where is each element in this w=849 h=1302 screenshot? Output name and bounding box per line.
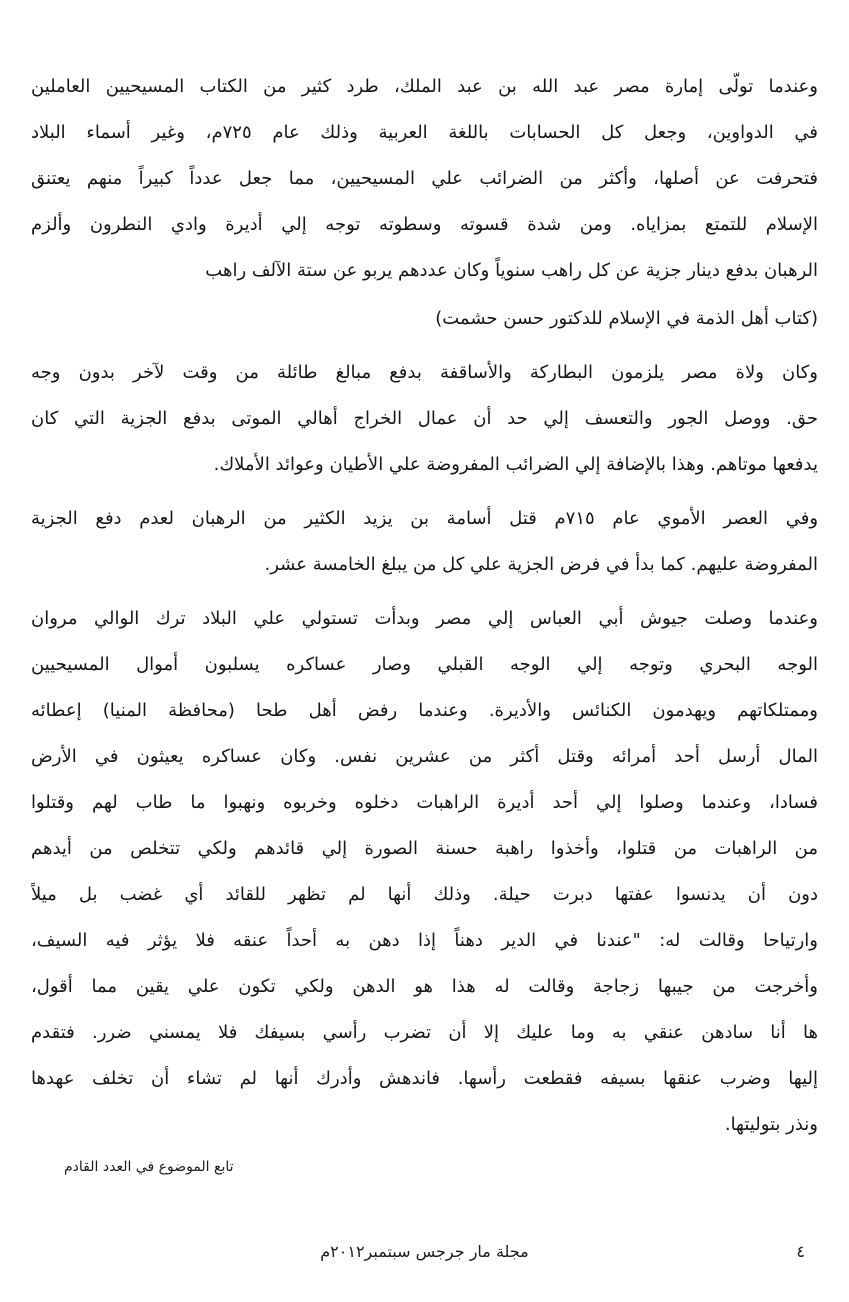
article-line: إليها وضرب عنقها بسيفه فقطعت رأسها. فاندهش وأدرك أنها لم تشاء أن تخلف عهدها [31, 1068, 818, 1089]
article-line: وارتياحا وقالت له: "عندنا في الدير دهناً إذا دهن به أحداً عنقه فلا يؤثر فيه السيف، [31, 930, 818, 951]
article-line: وأخرجت من جيبها زجاجة وقالت له هذا هو الدهن ولكي تكون علي يقين مما أقول، [31, 976, 818, 997]
article-line: وعندما تولّى إمارة مصر عبد الله بن عبد الملك، طرد كثير من الكتاب المسيحيين العاملين [31, 76, 818, 97]
article-line: يدفعها موتاهم. وهذا بالإضافة إلي الضرائب المفروضة علي الأطيان وعوائد الأملاك. [213, 454, 818, 475]
article-line: وفي العصر الأموي عام ٧١٥م قتل أسامة بن يزيد الكثير من الرهبان لعدم دفع الجزية [31, 508, 818, 529]
article-line: الإسلام للتمتع بمزاياه. ومن شدة قسوته وسطوته توجه إلي أديرة وادي النطرون وألزم [31, 214, 818, 235]
article-line: الرهبان بدفع دينار جزية عن كل راهب سنوياً وكان عددهم يربو عن ستة الآلف راهب [205, 260, 818, 281]
article-line: الوجه البحري وتوجه إلي الوجه القبلي وصار عساكره يسلبون أموال المسيحيين [31, 654, 818, 675]
article-line: من الراهبات من قتلوا، وأخذوا راهبة حسنة الصورة إلي قائدهم ولكي تتخلص من أيدهم [31, 838, 818, 859]
article-line: دون أن يدنسوا عفتها دبرت حيلة. وذلك أنها لم تظهر للقائد أي غضب بل ميلاً [31, 884, 818, 905]
page-number: ٤ [796, 1242, 805, 1261]
article-line: (كتاب أهل الذمة في الإسلام للدكتور حسن حشمت) [435, 308, 818, 329]
footer-magazine-title: مجلة مار جرجس سبتمبر٢٠١٢م [320, 1242, 529, 1261]
article-line: فسادا، وعندما وصلوا إلي أحد أديرة الراهبات دخلوه وخربوه ونهبوا ما طاب لهم وقتلوا [31, 792, 818, 813]
article-line: المال أرسل أحد أمرائه وقتل أكثر من عشرين نفس. وكان عساكره يعيثون في الأرض [31, 746, 818, 767]
article-line: وكان ولاة مصر يلزمون البطاركة والأساقفة بدفع مبالغ طائلة من وقت لآخر بدون وجه [31, 362, 818, 383]
article-line: في الدواوين، وجعل كل الحسابات باللغة العربية وذلك عام ٧٢٥م، وغير أسماء البلاد [31, 122, 818, 143]
article-line: ها أنا سادهن عنقي به وما عليك إلا أن تضرب رأسي بسيفك فلا يمسني ضرر. فتقدم [31, 1022, 818, 1043]
page-footer [30, 1236, 819, 1268]
article-line: فتحرفت عن أصلها، وأكثر من الضرائب علي المسيحيين، مما جعل عدداً كبيراً منهم يعتنق [31, 168, 818, 189]
article-line: المفروضة عليهم. كما بدأ في فرض الجزية علي كل من يبلغ الخامسة عشر. [264, 554, 818, 575]
article-line: حق. ووصل الجور والتعسف إلي حد أن عمال الخراج أهالي الموتى بدفع الجزية التي كان [31, 408, 818, 429]
article-body [31, 64, 818, 1148]
article-line: وعندما وصلت جيوش أبي العباس إلي مصر وبدأت تستولي علي البلاد ترك الوالي مروان [31, 608, 818, 629]
article-line: وممتلكاتهم ويهدمون الكنائس والأديرة. وعندما رفض أهل طحا (محافظة المنيا) إعطائه [31, 700, 818, 721]
continuation-note: تابع الموضوع في العدد القادم [64, 1159, 234, 1175]
article-line: ونذر بتوليتها. [724, 1114, 818, 1135]
